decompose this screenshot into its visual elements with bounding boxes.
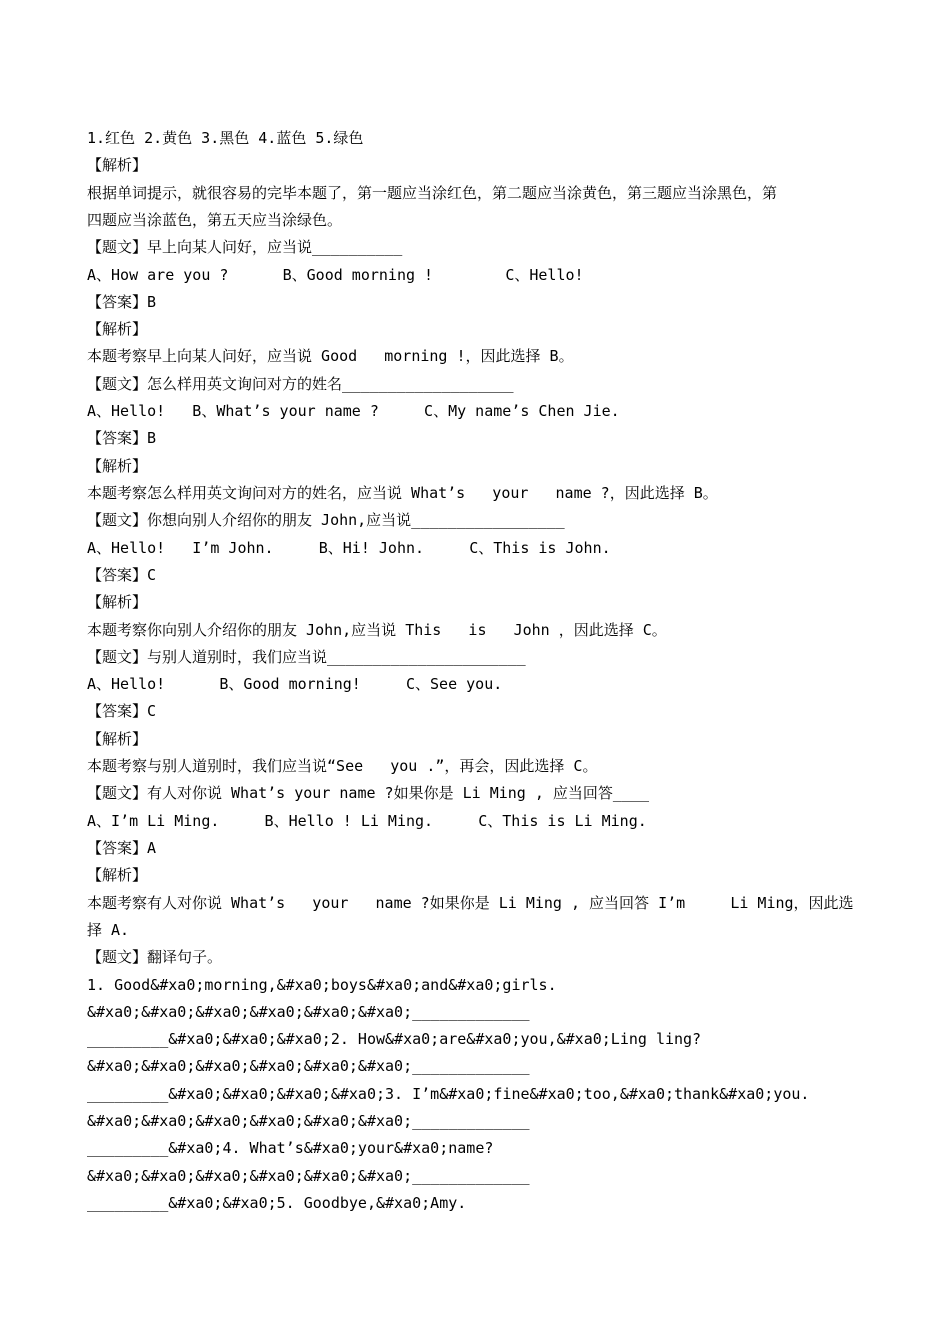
translation-line: _________&#xa0;&#xa0;&#xa0;&#xa0;3. I’m&#xa0;fine&#xa0;too,&#xa0;thank&#xa0;you. <box>87 1085 810 1103</box>
question-options: A、How are you ? B、Good morning ! C、Hello! <box>87 266 584 284</box>
question-options: A、Hello! B、What’s your name ? C、My name’s Chen Jie. <box>87 402 620 420</box>
analysis-text: 本题考察怎么样用英文询问对方的姓名，应当说 What’s your name ?，因此选择 B。 <box>87 484 718 502</box>
translation-line: 1. Good&#xa0;morning,&#xa0;boys&#xa0;and&#xa0;girls. <box>87 976 557 994</box>
question-stem: 【题文】早上向某人问好，应当说__________ <box>87 238 403 256</box>
translation-line: _________&#xa0;&#xa0;&#xa0;2. How&#xa0;are&#xa0;you,&#xa0;Ling ling? <box>87 1030 702 1048</box>
answer-label: 【答案】B <box>87 293 157 311</box>
analysis-label: 【解析】 <box>87 866 148 884</box>
analysis-label: 【解析】 <box>87 593 148 611</box>
question-options: A、Hello! B、Good morning! C、See you. <box>87 675 503 693</box>
analysis-text: 本题考察有人对你说 What’s your name ?如果你是 Li Ming , 应当回答 I’m Li Ming，因此选 <box>87 894 854 912</box>
analysis-text: 根据单词提示，就很容易的完毕本题了，第一题应当涂红色，第二题应当涂黄色，第三题应当涂黑色，第 <box>87 184 778 202</box>
analysis-text: 本题考察你向别人介绍你的朋友 John,应当说 This is John ，因此选择 C。 <box>87 621 667 639</box>
answer-label: 【答案】C <box>87 566 157 584</box>
question-stem: 【题文】有人对你说 What’s your name ?如果你是 Li Ming , 应当回答____ <box>87 784 650 802</box>
translation-line: &#xa0;&#xa0;&#xa0;&#xa0;&#xa0;&#xa0;_____________ <box>87 1167 530 1185</box>
analysis-label: 【解析】 <box>87 320 148 338</box>
translation-line: &#xa0;&#xa0;&#xa0;&#xa0;&#xa0;&#xa0;_____________ <box>87 1003 530 1021</box>
translation-line: _________&#xa0;4. What’s&#xa0;your&#xa0;name? <box>87 1139 494 1157</box>
analysis-label: 【解析】 <box>87 730 148 748</box>
analysis-text: 本题考察早上向某人问好，应当说 Good morning !，因此选择 B。 <box>87 347 574 365</box>
analysis-text: 本题考察与别人道别时，我们应当说“See you .”，再会，因此选择 C。 <box>87 757 598 775</box>
question-options: A、Hello! I’m John. B、Hi! John. C、This is John. <box>87 539 611 557</box>
question-options: A、I’m Li Ming. B、Hello ! Li Ming. C、This is Li Ming. <box>87 812 647 830</box>
question-stem: 【题文】翻译句子。 <box>87 948 223 966</box>
translation-line: &#xa0;&#xa0;&#xa0;&#xa0;&#xa0;&#xa0;_____________ <box>87 1112 530 1130</box>
answer-label: 【答案】C <box>87 702 157 720</box>
answer-label: 【答案】A <box>87 839 157 857</box>
question-stem: 【题文】你想向别人介绍你的朋友 John,应当说_________________ <box>87 511 565 529</box>
answer-label: 【答案】B <box>87 429 157 447</box>
question-stem: 【题文】怎么样用英文询问对方的姓名___________________ <box>87 375 514 393</box>
translation-line: &#xa0;&#xa0;&#xa0;&#xa0;&#xa0;&#xa0;_____________ <box>87 1057 530 1075</box>
analysis-text: 择 A. <box>87 921 130 939</box>
question-stem: 【题文】与别人道别时，我们应当说______________________ <box>87 648 526 666</box>
answer-list: 1.红色 2.黄色 3.黑色 4.蓝色 5.绿色 <box>87 129 364 147</box>
analysis-text: 四题应当涂蓝色，第五天应当涂绿色。 <box>87 211 343 229</box>
analysis-label: 【解析】 <box>87 457 148 475</box>
analysis-label: 【解析】 <box>87 156 148 174</box>
translation-line: _________&#xa0;&#xa0;5. Goodbye,&#xa0;Amy. <box>87 1194 467 1212</box>
